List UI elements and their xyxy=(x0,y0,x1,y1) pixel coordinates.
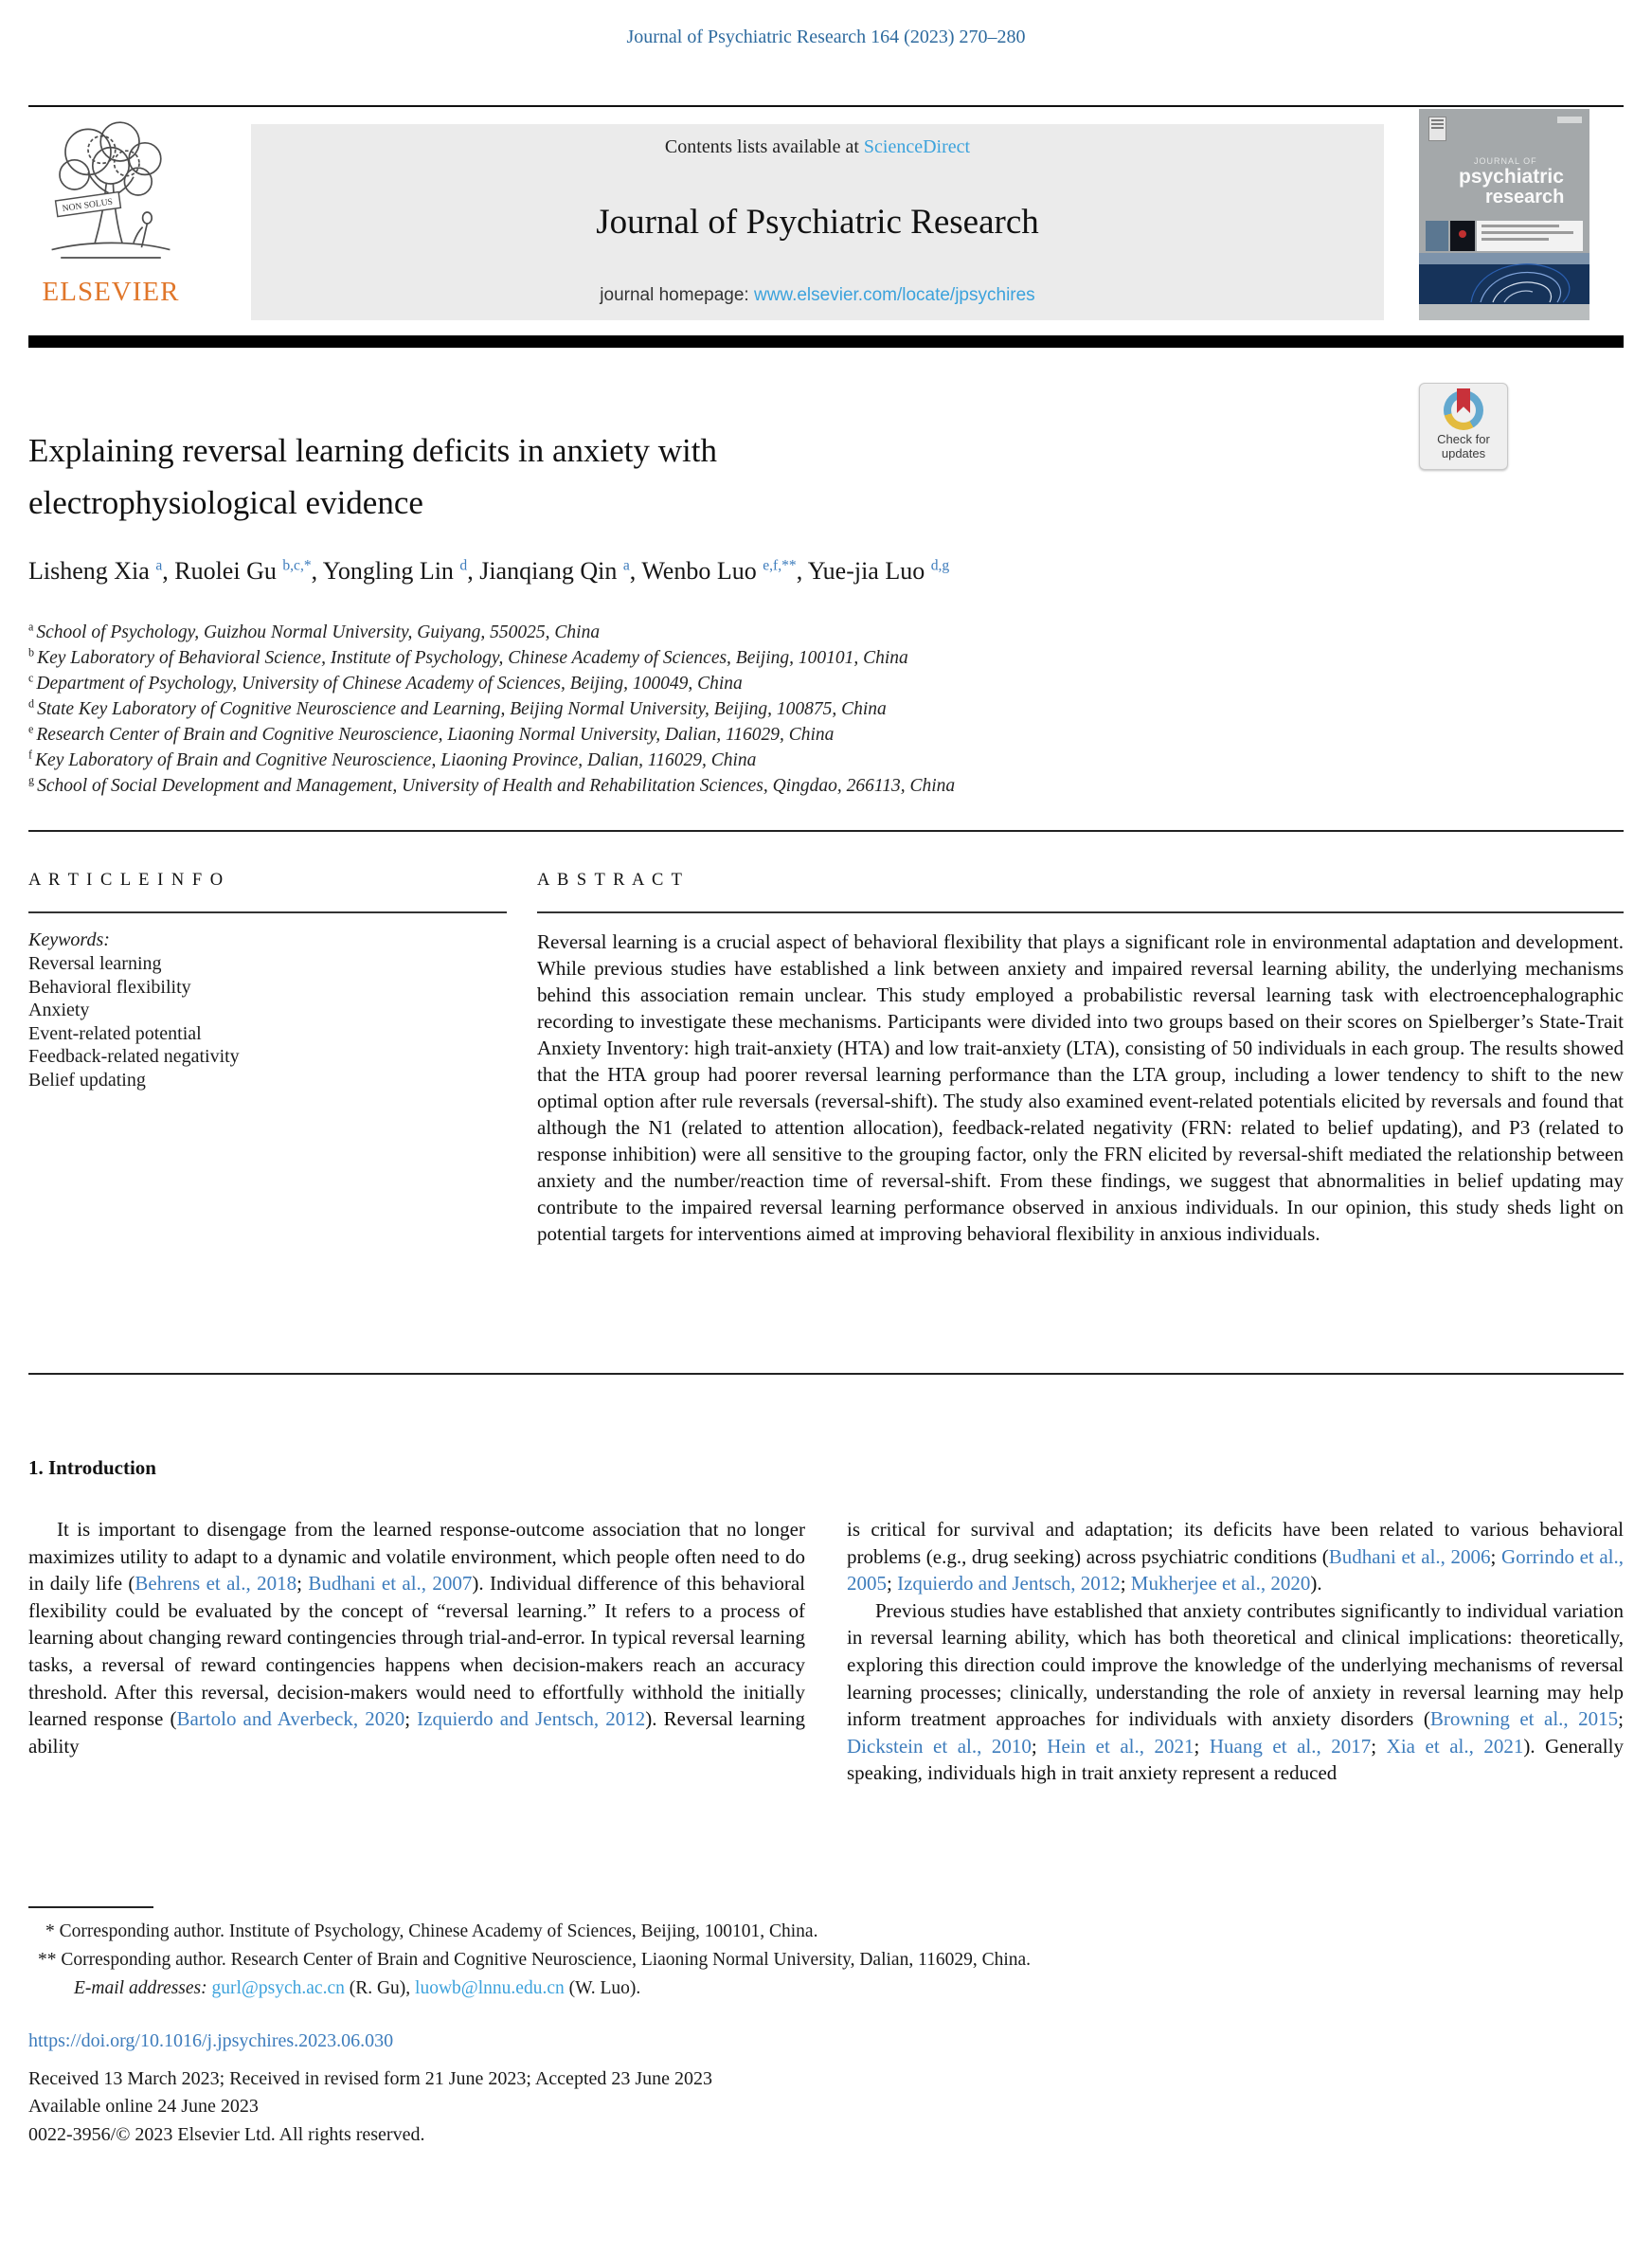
affiliation-sup: d,g xyxy=(930,557,950,574)
non-solus-banner: NON SOLUS xyxy=(62,196,114,214)
citation-link[interactable]: Xia et al., 2021 xyxy=(1386,1734,1524,1758)
page-citation[interactable]: Journal of Psychiatric Research 164 (2023) 270–280 xyxy=(626,27,1026,47)
text-segment: is critical for survival and adaptation; its deficits have been related to various behavioral problems (e.g., drug seeking) across psychiatric conditions ( xyxy=(847,1518,1624,1568)
affiliation-sup: a xyxy=(28,620,37,634)
text-segment: Department of Psychology, University of Chinese Academy of Sciences, Beijing, 100049, China xyxy=(36,674,743,694)
article-title-line2: electrophysiological evidence xyxy=(28,484,423,521)
text-segment: ; xyxy=(1031,1734,1048,1758)
info-abstract-section xyxy=(28,856,1624,1247)
text-segment: It is important to disengage from the learned response-outcome association that no longer maximizes utility to adapt to a dynamic and volatile environment, which people often need to do in daily life ( xyxy=(28,1518,805,1596)
affiliations-divider xyxy=(28,830,1624,832)
citation-link[interactable]: Dickstein et al., 2010 xyxy=(847,1734,1032,1758)
introduction-heading: 1. Introduction xyxy=(28,1456,156,1479)
text-segment: Research Center of Brain and Cognitive Neuroscience, Liaoning Normal University, Dalian, 116029, China xyxy=(36,725,835,745)
affiliation-row xyxy=(28,671,1355,696)
doi-link[interactable]: https://doi.org/10.1016/j.jpsychires.2023.06.030 xyxy=(28,2030,394,2051)
text-segment: ; xyxy=(1194,1734,1210,1758)
keyword-item: Event-related potential xyxy=(28,1022,202,1044)
email-link-gu[interactable]: gurl@psych.ac.cn xyxy=(211,1978,345,1998)
journal-title: Journal of Psychiatric Research xyxy=(596,202,1039,242)
text-segment: ). xyxy=(1310,1572,1322,1596)
footnotes-block xyxy=(28,1918,1506,2003)
abstract-column xyxy=(537,856,1624,1247)
text-segment: School of Social Development and Management, University of Health and Rehabilitation Sciences, Qingdao, 266113, China xyxy=(37,776,956,796)
text-segment: ; xyxy=(1618,1707,1624,1731)
keyword-item: Belief updating xyxy=(28,1069,146,1091)
affiliation-sup: a xyxy=(622,557,630,574)
cover-journal-of: JOURNAL OF xyxy=(1474,156,1537,166)
authors-line xyxy=(28,557,1449,586)
intro-paragraph-1 xyxy=(28,1516,805,1759)
text-segment: ; xyxy=(1490,1544,1501,1568)
contents-line xyxy=(665,136,970,158)
citation-link[interactable]: Budhani et al., 2006 xyxy=(1328,1544,1491,1568)
cover-bottom-strip xyxy=(1419,304,1589,320)
citation-link[interactable]: Browning et al., 2015 xyxy=(1429,1707,1619,1731)
text-segment: ). Generally speaking, individuals high in trait anxiety represent a reduced xyxy=(847,1734,1624,1785)
elsevier-logo xyxy=(25,116,197,316)
text-segment: ; xyxy=(1371,1734,1387,1758)
affiliation-sup: a xyxy=(155,557,163,574)
citation-link[interactable]: Gorrindo et al., 2005 xyxy=(847,1544,1624,1596)
footer-block xyxy=(28,2028,1355,2149)
journal-header-box xyxy=(251,124,1384,320)
affiliation-row xyxy=(28,645,1355,671)
citation-link[interactable]: Mukherjee et al., 2020 xyxy=(1130,1572,1311,1596)
text-segment: E-mail addresses: xyxy=(74,1978,212,1998)
abstract-heading: A B S T R A C T xyxy=(537,856,1624,913)
affiliation-sup: f xyxy=(28,748,36,762)
affiliation-row xyxy=(28,722,1355,748)
homepage-link[interactable]: www.elsevier.com/locate/jpsychires xyxy=(753,285,1035,305)
cover-elsevier-mini-logo-icon xyxy=(1428,117,1446,141)
footnote-corresponding-1: * Corresponding author. Institute of Psychology, Chinese Academy of Sciences, Beijing, 100101, China. xyxy=(45,1921,818,1941)
citation-link[interactable]: Huang et al., 2017 xyxy=(1209,1734,1372,1758)
text-segment: Lisheng Xia xyxy=(28,557,156,585)
homepage-line xyxy=(600,285,1034,306)
article-info-heading: A R T I C L E I N F O xyxy=(28,856,507,913)
affiliations-list xyxy=(28,620,1355,799)
text-segment: Key Laboratory of Behavioral Science, Institute of Psychology, Chinese Academy of Sciences, Beijing, 100101, China xyxy=(37,648,908,668)
header-black-bar xyxy=(28,335,1624,348)
citation-link[interactable]: Bartolo and Averbeck, 2020 xyxy=(176,1707,405,1731)
affiliation-sup: b xyxy=(28,645,38,659)
sciencedirect-link[interactable]: ScienceDirect xyxy=(863,136,971,157)
affiliation-sup: d xyxy=(459,557,468,574)
journal-cover-thumbnail[interactable] xyxy=(1419,109,1589,320)
contents-prefix: Contents lists available at xyxy=(664,136,864,157)
affiliation-row xyxy=(28,696,1355,722)
crossmark-flag-icon xyxy=(1457,388,1470,413)
text-segment: Key Laboratory of Brain and Cognitive Neuroscience, Liaoning Province, Dalian, 116029, China xyxy=(35,750,757,770)
article-title xyxy=(28,424,1260,529)
affiliation-row xyxy=(28,620,1355,645)
text-segment: , Yongling Lin xyxy=(311,557,460,585)
text-segment: ; xyxy=(404,1707,418,1731)
text-segment: ; xyxy=(887,1572,898,1596)
header-top-rule xyxy=(28,105,1624,107)
cover-brain-wireframe-icon xyxy=(1419,247,1589,308)
text-segment: (R. Gu), xyxy=(344,1978,416,1998)
footnote-divider xyxy=(28,1906,153,1908)
homepage-prefix: journal homepage: xyxy=(600,285,754,305)
citation-link[interactable]: Izquierdo and Jentsch, 2012 xyxy=(897,1572,1121,1596)
crossmark-label: Check for updates xyxy=(1437,432,1490,460)
keyword-item: Anxiety xyxy=(28,1000,90,1020)
affiliation-sup: b,c,* xyxy=(282,557,312,574)
citation-link[interactable]: Behrens et al., 2018 xyxy=(135,1572,297,1596)
affiliation-sup: e,f,** xyxy=(763,557,797,574)
issn-copyright: 0022-3956/© 2023 Elsevier Ltd. All rights reserved. xyxy=(28,2123,425,2145)
text-segment: ; xyxy=(296,1572,309,1596)
article-info-column xyxy=(28,856,507,1247)
citation-link[interactable]: Izquierdo and Jentsch, 2012 xyxy=(417,1707,646,1731)
intro-column-left xyxy=(28,1516,805,1787)
affiliation-sup: e xyxy=(28,722,37,736)
footnote-corresponding-2: ** Corresponding author. Research Center of Brain and Cognitive Neuroscience, Liaoning Normal University, Dalian, 116029, China. xyxy=(38,1950,1032,1970)
affiliation-sup: g xyxy=(28,773,38,787)
text-segment: , Wenbo Luo xyxy=(629,557,763,585)
text-segment: , Ruolei Gu xyxy=(162,557,283,585)
text-segment: ; xyxy=(1120,1572,1131,1596)
keyword-item: Behavioral flexibility xyxy=(28,976,191,998)
keywords-label: Keywords: xyxy=(28,929,110,950)
text-segment: State Key Laboratory of Cognitive Neuroscience and Learning, Beijing Normal University, Beijing, 100875, China xyxy=(37,699,887,719)
cover-issue-code xyxy=(1557,117,1582,123)
text-segment: Previous studies have established that anxiety contributes significantly to individual variation in reversal learning ability, which has both theoretical and clinical implications: theoretically, exploring this direction could improve the knowledge of the underlying mechanisms of reversal learning processes; clinically, understanding the role of anxiety in reversal learning may help inform treatment approaches for individuals with anxiety disorders ( xyxy=(847,1598,1624,1731)
intro-column-right xyxy=(847,1516,1624,1787)
keyword-item: Feedback-related negativity xyxy=(28,1046,240,1067)
citation-link[interactable]: Hein et al., 2021 xyxy=(1047,1734,1194,1758)
footnote-emails xyxy=(28,1975,1506,2003)
introduction-section xyxy=(28,1456,1624,1787)
abstract-bottom-divider xyxy=(28,1373,1624,1375)
elsevier-tree-icon xyxy=(40,116,182,275)
cover-title-research: research xyxy=(1485,187,1565,207)
text-segment: , Jianqiang Qin xyxy=(467,557,623,585)
received-dates: Received 13 March 2023; Received in revised form 21 June 2023; Accepted 23 June 2023 xyxy=(28,2067,713,2089)
affiliation-row xyxy=(28,773,1355,799)
affiliation-sup: c xyxy=(28,671,37,685)
check-for-updates-badge[interactable] xyxy=(1419,383,1508,470)
abstract-text: Reversal learning is a crucial aspect of behavioral flexibility that plays a significant role in environmental adaptation and development. While previous studies have established a link between anxiety and impaired reversal learning ability, the underlying mechanisms behind this association remain unclear. This study employed a probabilistic reversal learning task with electroencephalographic recording to investigate these mechanisms. Participants were divided into two groups based on their scores on Spielberger’s State-Trait Anxiety Inventory: high trait-anxiety (HTA) and low trait-anxiety (LTA), consisting of 50 individuals in each group. The results showed that the HTA group had poorer reversal learning performance than the LTA group, including a lower tendency to shift to the new optimal option after rule reversals (reversal-shift). The study also examined event-related potentials elicited by reversals and found that although the N1 (related to attention allocation), feedback-related negativity (FRN: related to belief updating), and P3 (related to response inhibition) were all sensitive to the grouping factor, only the FRN elicited by reversal-shift mediated the relationship between anxiety and the number/reaction time of reversal-shift. From these findings, we suggest that abnormalities in belief updating may contribute to the impaired reversal learning performance observed in anxious individuals. In our opinion, this study sheds light on potential targets for interventions aimed at improving behavioral flexibility in anxious individuals. xyxy=(537,930,1624,1245)
crossmark-icon xyxy=(1444,390,1483,430)
intro-paragraph-1-continued xyxy=(847,1516,1624,1597)
intro-paragraph-2 xyxy=(847,1597,1624,1787)
elsevier-wordmark: ELSEVIER xyxy=(42,277,180,307)
text-segment: ). Individual difference of this behavioral flexibility could be evaluated by the concept of “reversal learning.” It refers to a process of learning about changing reward contingencies through trial-and-error. In typical reversal learning tasks, a reversal of reward contingencies happens when decision-makers reach an accuracy threshold. After this reversal, decision-makers would need to effortfully withhold the initially learned response ( xyxy=(28,1572,805,1731)
email-link-luo[interactable]: luowb@lnnu.edu.cn xyxy=(415,1978,565,1998)
text-segment: , Yue-jia Luo xyxy=(796,557,931,585)
text-segment: ). Reversal learning ability xyxy=(28,1707,805,1758)
text-segment: (W. Luo). xyxy=(564,1978,641,1998)
keyword-item: Reversal learning xyxy=(28,953,162,974)
article-title-line1: Explaining reversal learning deficits in anxiety with xyxy=(28,432,718,469)
available-online: Available online 24 June 2023 xyxy=(28,2096,259,2117)
text-segment: School of Psychology, Guizhou Normal University, Guiyang, 550025, China xyxy=(36,622,601,642)
citation-link[interactable]: Budhani et al., 2007 xyxy=(308,1572,473,1596)
affiliation-row xyxy=(28,748,1355,773)
cover-title-psychiatric: psychiatric xyxy=(1459,166,1564,188)
affiliation-sup: d xyxy=(28,696,38,711)
